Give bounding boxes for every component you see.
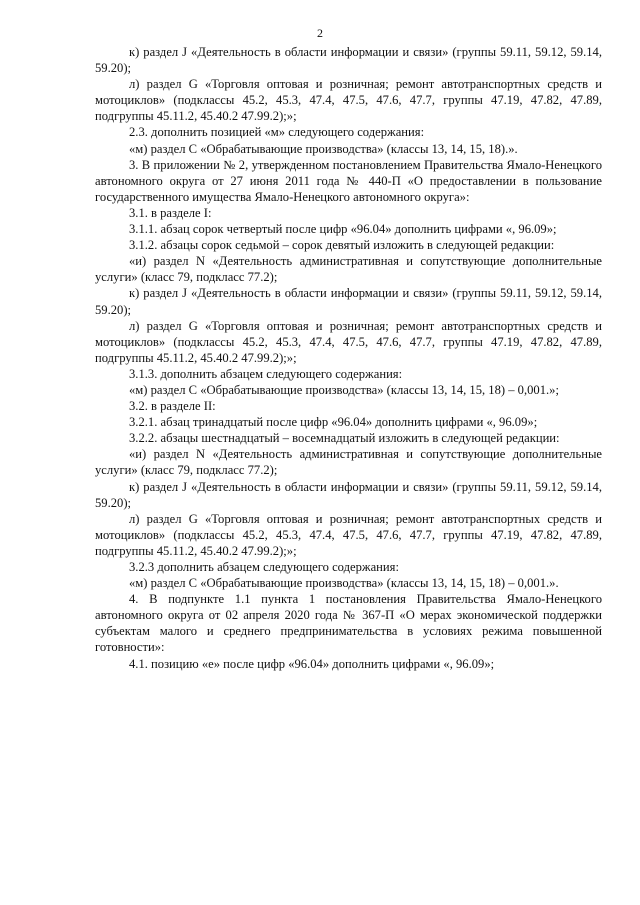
- paragraph: л) раздел G «Торговля оптовая и розничная; ремонт автотранспортных средств и мотоциклов» (подклассы 45.2, 45.3, 47.4, 47.5, 47.6, 47.7, группы 47.19, 47.82, 47.89, подгруппы 45.11.2, 45.40.2 47.99.2);»;: [95, 77, 602, 124]
- paragraph: 3.1.3. дополнить абзацем следующего содержания:: [129, 366, 403, 381]
- paragraph: л) раздел G «Торговля оптовая и розничная; ремонт автотранспортных средств и мотоциклов» (подклассы 45.2, 45.3, 47.4, 47.5, 47.6, 47.7, группы 47.19, 47.82, 47.89, подгруппы 45.11.2, 45.40.2 47.99.2);»;: [95, 318, 602, 365]
- paragraph: «и) раздел N «Деятельность административная и сопутствующие дополнительные услуги» (класс 79, подкласс 77.2);: [95, 254, 602, 285]
- paragraph: 3.1.1. абзац сорок четвертый после цифр «96.04» дополнить цифрами «, 96.09»;: [129, 222, 557, 237]
- paragraph: 3. В приложении № 2, утвержденном постановлением Правительства Ямало-Ненецкого автономного округа от 27 июня 2011 года № 440-П «О предоставлении в пользование государственного имущества Ямало-Ненецкого автономного округа»:: [95, 157, 602, 204]
- paragraph: 3.2.1. абзац тринадцатый после цифр «96.04» дополнить цифрами «, 96.09»;: [129, 415, 538, 430]
- paragraph: 3.2.2. абзацы шестнадцатый – восемнадцатый изложить в следующей редакции:: [129, 431, 560, 446]
- paragraph: «и) раздел N «Деятельность административная и сопутствующие дополнительные услуги» (класс 79, подкласс 77.2);: [95, 447, 602, 478]
- paragraph: 3.2.3 дополнить абзацем следующего содержания:: [129, 560, 399, 574]
- paragraph: 4.1. позицию «е» после цифр «96.04» дополнить цифрами «, 96.09»;: [129, 656, 495, 671]
- paragraph: «м) раздел C «Обрабатывающие производства» (классы 13, 14, 15, 18).».: [129, 141, 518, 156]
- paragraph: «м) раздел C «Обрабатывающие производства» (классы 13, 14, 15, 18) – 0,001.»;: [129, 382, 559, 397]
- page-number: 2: [317, 26, 323, 40]
- paragraph: 2.3. дополнить позицией «м» следующего содержания:: [129, 125, 425, 140]
- paragraph: л) раздел G «Торговля оптовая и розничная; ремонт автотранспортных средств и мотоциклов» (подклассы 45.2, 45.3, 47.4, 47.5, 47.6, 47.7, группы 47.19, 47.82, 47.89, подгруппы 45.11.2, 45.40.2 47.99.2);»;: [95, 511, 602, 558]
- paragraph: к) раздел J «Деятельность в области информации и связи» (группы 59.11, 59.12, 59.14, 59.20);: [95, 479, 602, 510]
- paragraph: к) раздел J «Деятельность в области информации и связи» (группы 59.11, 59.12, 59.14, 59.20);: [95, 45, 602, 76]
- paragraph: 3.1.2. абзацы сорок седьмой – сорок девятый изложить в следующей редакции:: [129, 238, 555, 253]
- paragraph: к) раздел J «Деятельность в области информации и связи» (группы 59.11, 59.12, 59.14, 59.20);: [95, 286, 602, 317]
- paragraph: «м) раздел C «Обрабатывающие производства» (классы 13, 14, 15, 18) – 0,001.».: [129, 576, 559, 591]
- paragraph: 3.1. в разделе I:: [129, 205, 212, 220]
- document-body: [95, 44, 602, 672]
- paragraph: 4. В подпункте 1.1 пункта 1 постановления Правительства Ямало-Ненецкого автономного округа от 02 апреля 2020 года № 367-П «О мерах экономической поддержки субъектам малого и среднего предпринимательства в условиях режима повышенной готовности»:: [95, 592, 602, 655]
- paragraph: 3.2. в разделе II:: [129, 399, 216, 414]
